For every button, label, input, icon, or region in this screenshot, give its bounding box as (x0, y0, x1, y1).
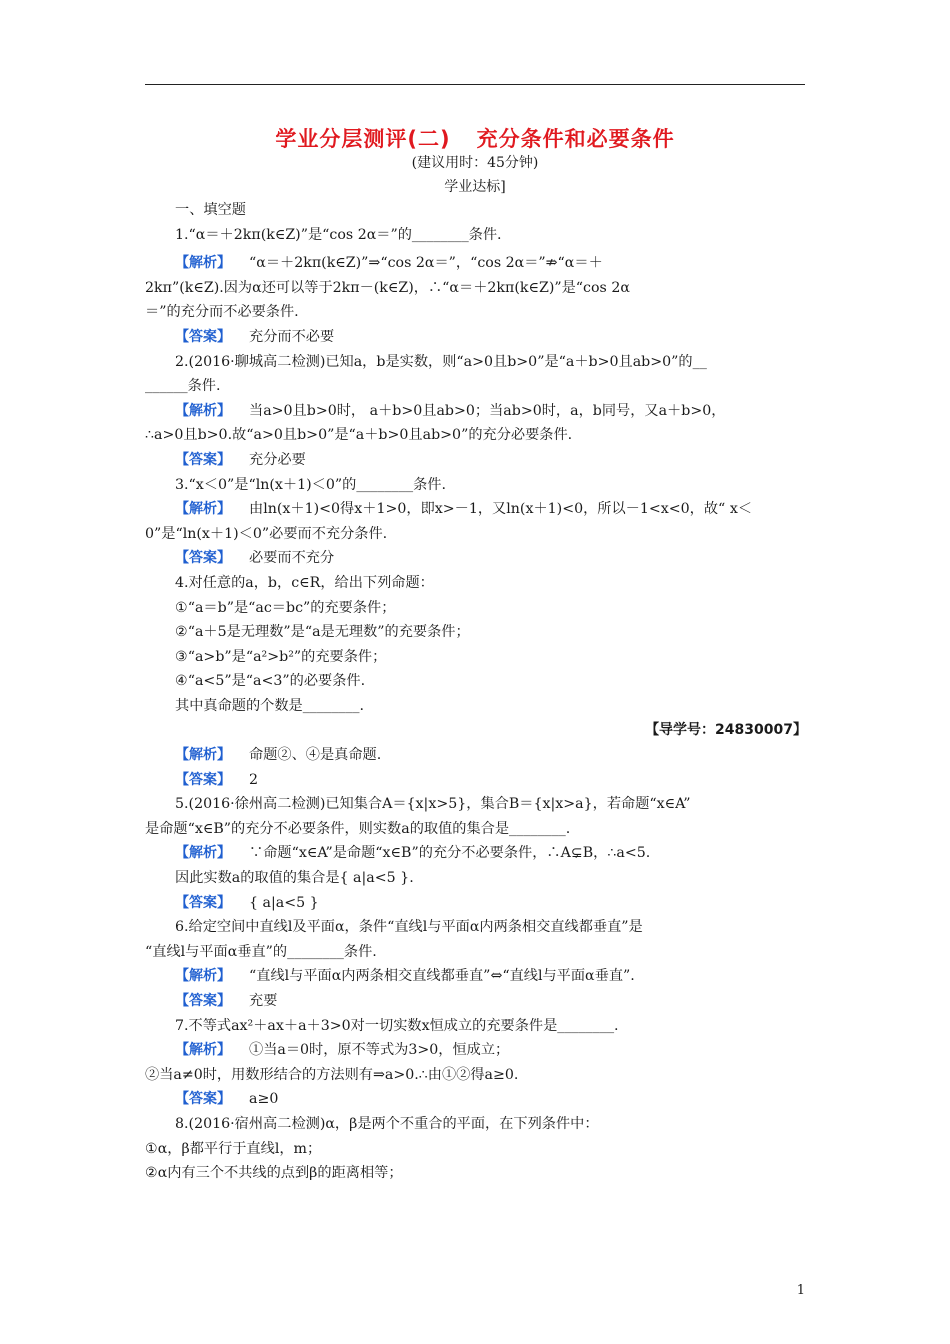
q8-condition-1: ①α，β都平行于直线l，m； (145, 1140, 322, 1157)
analysis-tag: 【解析】 (175, 255, 231, 272)
q5-analysis-line-2: 因此实数a的取值的集合是{ a|a<5 }. (175, 870, 414, 887)
question-1: 1.“α＝＋2kπ(k∈Z)”是“cos 2α＝”的________条件. (175, 226, 502, 243)
q5-analysis: 【解析】 ∵命题“x∈A”是命题“x∈B”的充分不必要条件，∴A⊊B，∴a<5. (175, 845, 651, 862)
question-4: 4.对任意的a，b，c∈R，给出下列命题： (175, 574, 434, 591)
q4-answer: 【答案】 2 (175, 771, 259, 788)
guide-number: 【导学号：24830007】 (645, 722, 807, 739)
answer-tag: 【答案】 (175, 993, 231, 1009)
answer-tag: 【答案】 (175, 328, 231, 345)
q7-answer: 【答案】 a≥0 (175, 1091, 279, 1108)
analysis-tag: 【解析】 (175, 968, 231, 985)
answer-tag: 【答案】 (175, 550, 231, 567)
q8-condition-2: ②α内有三个不共线的点到β的距离相等； (145, 1165, 403, 1182)
q6-answer: 【答案】 充要 (175, 993, 278, 1009)
answer-tag: 【答案】 (175, 894, 231, 911)
q3-analysis: 【解析】 由ln(x＋1)<0得x＋1>0，即x>－1，又ln(x＋1)<0，所以－1<x<0，故“ x＜ (175, 501, 753, 518)
page-title (0, 123, 950, 153)
q1-analysis: 【解析】 “α＝＋2kπ(k∈Z)”⇒“cos 2α＝”，“cos 2α＝”⇏“α＝＋ (175, 255, 603, 272)
q1-answer: 【答案】 充分而不必要 (175, 328, 335, 345)
q2-analysis-line-2: ∴a>0且b>0.故“a>0且b>0”是“a＋b>0且ab>0”的充分必要条件. (145, 427, 573, 444)
suggested-time: (建议用时：45分钟) (411, 155, 539, 171)
q4-proposition-1: ①“a＝b”是“ac＝bc”的充要条件； (175, 599, 396, 616)
question-7: 7.不等式ax²＋ax＋a＋3>0对一切实数x恒成立的充要条件是________. (175, 1017, 619, 1034)
q1-analysis-line-2: 2kπ”(k∈Z).因为α还可以等于2kπ－(k∈Z)，∴“α＝＋2kπ(k∈Z)”是“cos 2α (145, 279, 630, 296)
answer-tag: 【答案】 (175, 451, 231, 468)
section-heading: 一、填空题 (175, 202, 246, 218)
question-6-line-2: “直线l与平面α垂直”的________条件. (145, 943, 377, 960)
q7-analysis-line-2: ②当a≠0时，用数形结合的方法则有⇒a>0.∴由①②得a≥0. (145, 1066, 519, 1083)
question-5: 5.(2016·徐州高二检测)已知集合A＝{x|x>5}，集合B＝{x|x>a}，若命题“x∈A” (175, 796, 691, 813)
q7-analysis: 【解析】 ①当a＝0时，原不等式为3>0，恒成立； (175, 1042, 510, 1059)
q2-answer: 【答案】 充分必要 (175, 451, 306, 468)
q4-analysis: 【解析】 命题②、④是真命题. (175, 747, 382, 764)
q1-analysis-line-3: ＝”的充分而不必要条件. (145, 304, 299, 321)
q4-proposition-3: ③“a>b”是“a²>b²”的充要条件； (175, 648, 387, 665)
question-8: 8.(2016·宿州高二检测)α，β是两个不重合的平面，在下列条件中： (175, 1115, 599, 1132)
analysis-tag: 【解析】 (175, 845, 231, 862)
q4-proposition-2: ②“a＋5是无理数”是“a是无理数”的充要条件； (175, 624, 470, 641)
analysis-tag: 【解析】 (175, 501, 231, 518)
analysis-tag: 【解析】 (175, 402, 231, 419)
title-part-1: 学业分层测评(二) (275, 127, 451, 151)
question-6: 6.给定空间中直线l及平面α，条件“直线l与平面α内两条相交直线都垂直”是 (175, 919, 643, 936)
q3-answer: 【答案】 必要而不充分 (175, 550, 335, 567)
question-5-line-2: 是命题“x∈B”的充分不必要条件，则实数a的取值的集合是________. (145, 820, 571, 837)
title-part-2: 充分条件和必要条件 (476, 127, 675, 151)
q2-analysis: 【解析】 当a>0且b>0时， a＋b>0且ab>0；当ab>0时，a，b同号，又a＋b>0， (175, 402, 726, 419)
q3-analysis-line-2: 0”是“ln(x＋1)＜0”必要而不充分条件. (145, 525, 388, 542)
page-number: 1 (796, 1283, 805, 1298)
analysis-tag: 【解析】 (175, 747, 231, 764)
question-2: 2.(2016·聊城高二检测)已知a，b是实数，则“a>0且b>0”是“a＋b>0且ab>0”的__ (175, 353, 707, 370)
q4-proposition-4: ④“a<5”是“a<3”的必要条件. (175, 673, 366, 690)
question-3: 3.“x＜0”是“ln(x＋1)＜0”的________条件. (175, 476, 446, 493)
q4-prompt: 其中真命题的个数是________. (175, 697, 364, 714)
header-rule (145, 84, 805, 85)
q6-analysis: 【解析】 “直线l与平面α内两条相交直线都垂直”⇔“直线l与平面α垂直”. (175, 968, 635, 985)
question-2-line-2: ______条件. (145, 378, 221, 395)
analysis-tag: 【解析】 (175, 1042, 231, 1059)
section-label: 学业达标] (444, 179, 506, 195)
q5-answer: 【答案】 { a|a<5 } (175, 894, 319, 911)
answer-tag: 【答案】 (175, 771, 231, 788)
answer-tag: 【答案】 (175, 1091, 231, 1108)
document-body (145, 198, 807, 1186)
